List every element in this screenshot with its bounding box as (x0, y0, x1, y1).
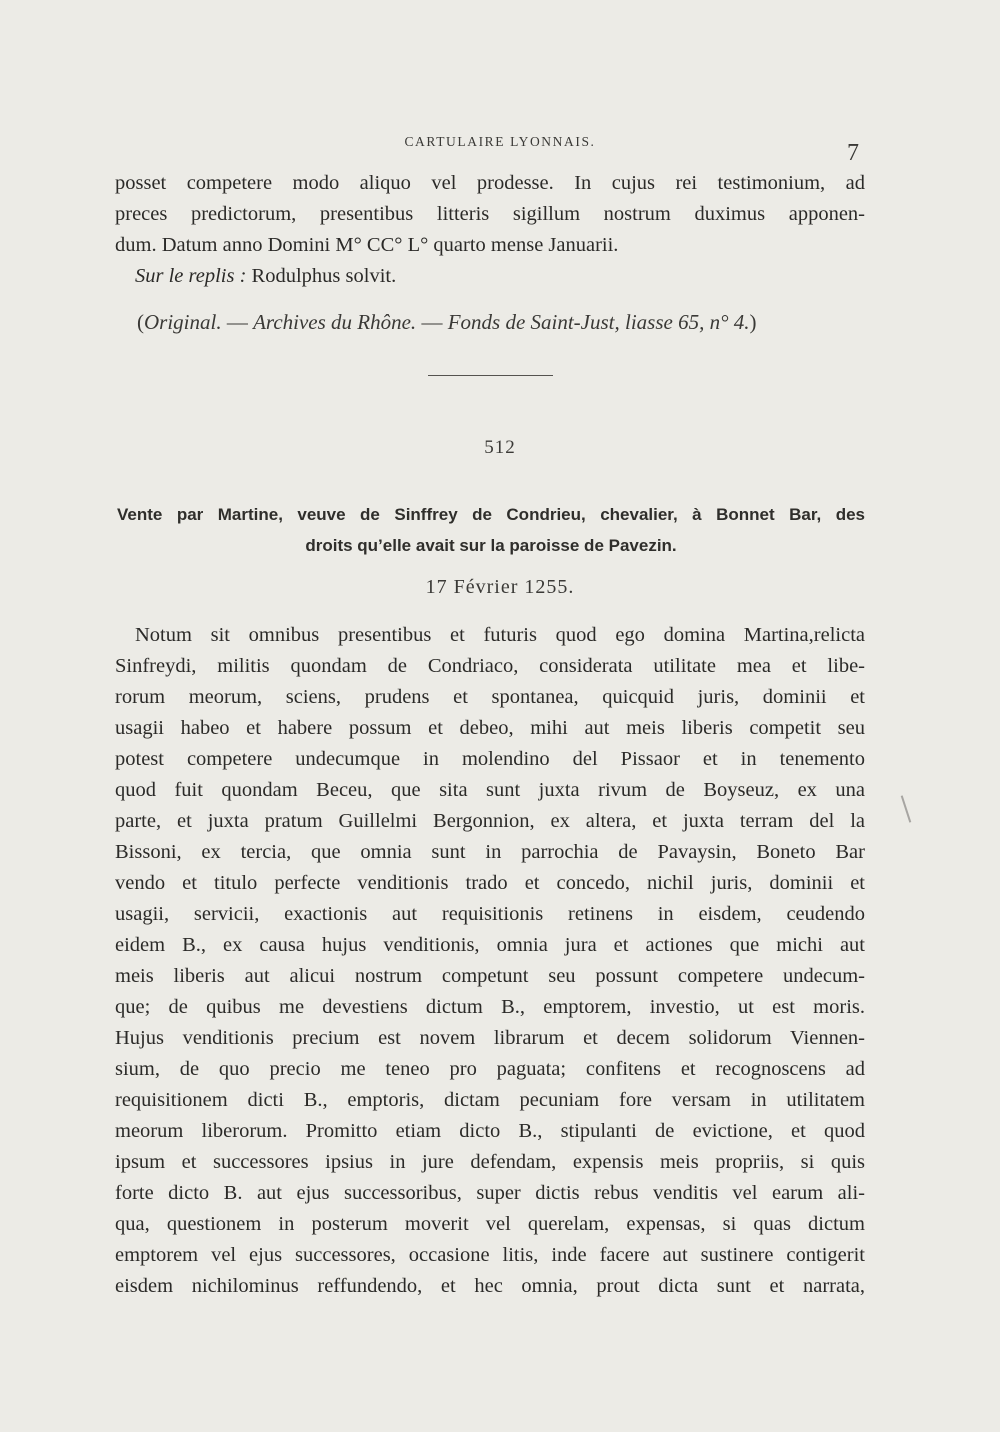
body-line: requisitionem dicti B., emptoris, dictam pecuniam fore versam in utilitatem (115, 1089, 865, 1111)
source-archives: Archives du Rhône. (253, 310, 417, 334)
document-number: 512 (484, 437, 516, 458)
continuation-line: dum. Datum anno Domini M° CC° L° quarto mense Januarii. (115, 234, 619, 256)
source-separator: — (221, 310, 254, 334)
body-line: sium, de quo precio me teneo pro paguata; confitens et recognoscens ad (115, 1058, 865, 1080)
body-line: rorum meorum, sciens, prudens et spontanea, quicquid juris, dominii et (115, 686, 865, 708)
source-fonds: Fonds de Saint-Just, liasse 65, n° 4. (447, 310, 750, 334)
page-number: 7 (847, 140, 859, 166)
continuation-line: posset competere modo aliquo vel prodesse. In cujus rei testimonium, ad (115, 172, 865, 194)
body-line: Notum sit omnibus presentibus et futuris quod ego domina Martina,relicta (135, 624, 865, 646)
body-line: meorum liberorum. Promitto etiam dicto B., stipulanti de evictione, et quod (115, 1120, 865, 1142)
body-line: Sinfreydi, militis quondam de Condriaco, considerata utilitate mea et libe- (115, 655, 865, 677)
document-title (117, 499, 865, 561)
document-body (115, 620, 865, 1302)
section-divider (428, 375, 553, 376)
body-line: usagii habeo et habere possum et debeo, mihi aut meis liberis competit seu (115, 717, 865, 739)
body-line: Bissoni, ex tercia, que omnia sunt in parrochia de Pavaysin, Boneto Bar (115, 841, 865, 863)
document-title-line: droits qu’elle avait sur la paroisse de Pavezin. (305, 536, 677, 555)
body-line: qua, questionem in posterum moverit vel querelam, expensas, si quas dictum (115, 1213, 865, 1235)
continuation-line: preces predictorum, presentibus litteris sigillum nostrum duximus apponen- (115, 203, 865, 225)
body-line: emptorem vel ejus successores, occasione litis, inde facere aut sustinere contigerit (115, 1244, 865, 1266)
body-line: forte dicto B. aut ejus successoribus, super dictis rebus venditis vel earum ali- (115, 1182, 865, 1204)
body-line: quod fuit quondam Beceu, que sita sunt juxta rivum de Boyseuz, ex una (115, 779, 865, 801)
continuation-text (115, 168, 865, 292)
source-original: Original. (144, 310, 222, 334)
body-line: meis liberis aut alicui nostrum competunt seu possunt competere undecum- (115, 965, 865, 987)
margin-pencil-mark (901, 795, 912, 822)
source-note (137, 307, 865, 338)
replis-note (115, 261, 865, 292)
document-date: 17 Février 1255. (425, 576, 575, 598)
body-line: Hujus venditionis precium est novem librarum et decem solidorum Viennen- (115, 1027, 865, 1049)
running-title: CARTULAIRE LYONNAIS. (404, 134, 596, 149)
body-line: ipsum et successores ipsius in jure defendam, expensis meis propriis, si quis (115, 1151, 865, 1173)
replis-text: Rodulphus solvit. (251, 265, 397, 287)
body-line: eisdem nichilominus reffundendo, et hec omnia, prout dicta sunt et narrata, (115, 1275, 865, 1297)
body-line: usagii, servicii, exactionis aut requisitionis retinens in eisdem, ceudendo (115, 903, 865, 925)
source-open-paren: ( (137, 310, 144, 334)
body-line: potest competere undecumque in molendino del Pissaor et in tenemento (115, 748, 865, 770)
replis-label: Sur le replis : (135, 265, 247, 287)
body-line: que; de quibus me devestiens dictum B., emptorem, investio, ut est moris. (115, 996, 865, 1018)
body-line: eidem B., ex causa hujus venditionis, omnia jura et actiones que michi aut (115, 934, 865, 956)
source-close-paren: ) (749, 310, 757, 334)
body-line: vendo et titulo perfecte venditionis trado et concedo, nichil juris, dominii et (115, 872, 865, 894)
body-line: parte, et juxta pratum Guillelmi Bergonnion, ex altera, et juxta terram del la (115, 810, 865, 832)
source-separator: — (416, 310, 448, 334)
document-title-line: Vente par Martine, veuve de Sinffrey de Condrieu, chevalier, à Bonnet Bar, des (117, 505, 865, 524)
